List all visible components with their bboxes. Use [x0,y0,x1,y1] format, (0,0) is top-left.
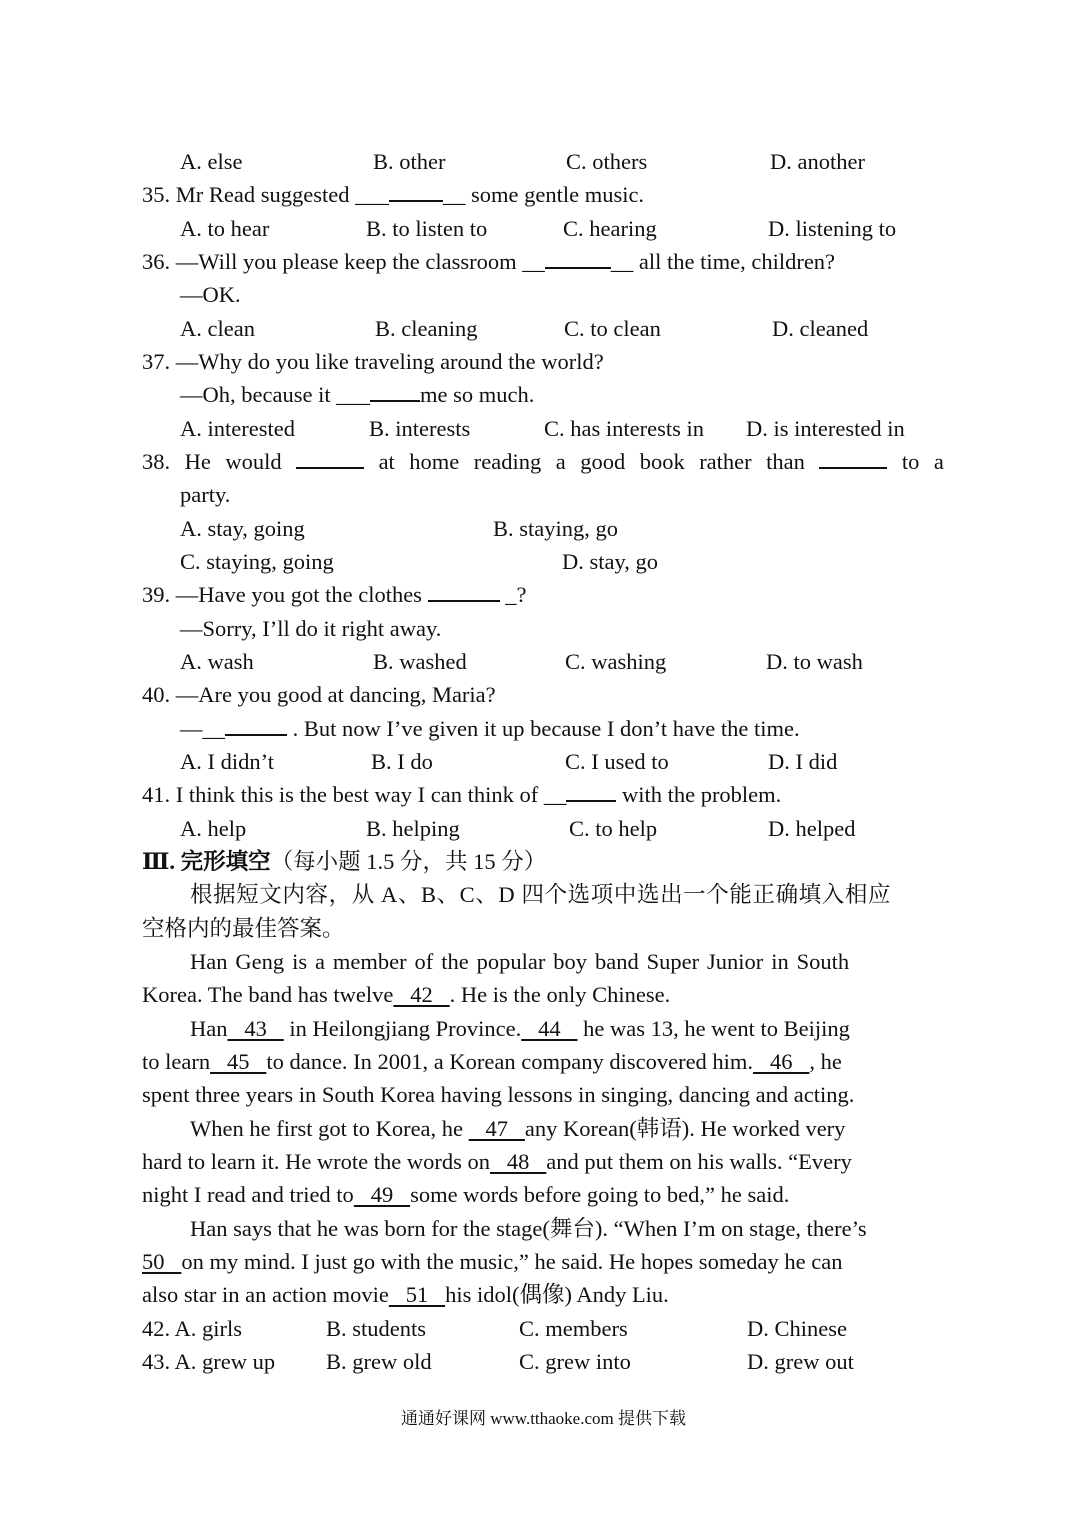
word: 38. [142,449,171,474]
option-b: B. other [373,149,446,174]
blank-46: 46 [753,1049,810,1074]
passage-text: , he [809,1049,842,1074]
passage-text: also star in an action movie [142,1282,389,1307]
option-c: C. others [566,149,648,174]
passage-text: hard to learn it. He wrote the words on [142,1149,491,1174]
option-b: B. students [326,1316,427,1341]
option-d: D. Chinese [747,1316,847,1341]
answer-blank [296,445,364,469]
option-c: C. has interests in [544,416,704,441]
passage-text: Han Geng is a member of the popular boy band Super Junior in South [190,949,850,974]
passage-line [0,1178,1087,1211]
q38-options-row1 [0,512,1087,545]
stem-text: party. [180,482,231,507]
stem-text: _? [499,582,527,607]
reply-text: —__ [180,716,225,741]
passage-line [0,945,1087,978]
option-a: A. to hear [180,216,270,241]
passage-line [0,1045,1087,1078]
q38-options-row2 [0,545,1087,578]
stem-text: __ all the time, children? [610,249,836,274]
option-a: A. I didn’t [180,749,274,774]
stem-text: 40. —Are you good at dancing, Maria? [142,682,496,707]
passage-text: some words before going to bed,” he said. [410,1182,790,1207]
option-d: D. stay, go [562,549,659,574]
passage-text: in Heilongjiang Province. [283,1016,522,1041]
option-c: C. staying, going [180,549,334,574]
passage-line [0,1145,1087,1178]
option-c: C. to help [569,816,658,841]
question-39-reply [0,612,1087,645]
passage-text: night I read and tried to [142,1182,354,1207]
answer-blank [225,712,287,736]
passage-line [0,1245,1087,1278]
section-title: Ⅲ. 完形填空 [142,849,271,874]
word: home [409,449,460,474]
q42-options [0,1312,1087,1345]
question-39-stem [0,578,1087,611]
stem-text: 39. —Have you got the clothes [142,582,428,607]
q34-options [0,145,1087,178]
option-b: B. to listen to [366,216,488,241]
option-d: D. is interested in [746,416,905,441]
blank-45: 45 [210,1049,267,1074]
passage-text: any Korean(韩语). He worked very [524,1116,846,1141]
word: to [901,449,920,474]
option-c: C. hearing [563,216,657,241]
passage-line [0,1212,1087,1245]
word: a [555,449,566,474]
question-40-stem [0,678,1087,711]
question-37-stem [0,345,1087,378]
section-points: （每小题 1.5 分，共 15 分） [270,849,547,874]
stem-text: 37. —Why do you like traveling around the world? [142,349,604,374]
option-d: D. to wash [766,649,863,674]
option-b: B. grew old [326,1349,432,1374]
reply-text: me so much. [419,382,535,407]
option-d: D. helped [768,816,856,841]
reply-text: . But now I’ve given it up because I don’t have the time. [287,716,800,741]
word: book [639,449,685,474]
passage-text: he was 13, he went to Beijing [577,1016,850,1041]
q41-options [0,812,1087,845]
word: good [580,449,626,474]
passage-line [0,1278,1087,1311]
stem-text: __ some gentle music. [442,182,645,207]
option-d: D. cleaned [772,316,869,341]
blank-43: 43 [227,1016,284,1041]
answer-blank [819,445,887,469]
option-b: B. staying, go [493,516,619,541]
option-b: B. I do [371,749,433,774]
instruction-text: 根据短文内容，从 A、B、C、D 四个选项中选出一个能正确填入相应 [190,882,892,907]
passage-text: Han says that he was born for the stage(舞台). “When I’m on stage, there’s [190,1216,867,1241]
page-footer: 通通好课网 www.tthaoke.com 提供下载 [400,1409,687,1428]
option-c: C. grew into [519,1349,631,1374]
passage-text: to dance. In 2001, a Korean company discovered him. [266,1049,754,1074]
stem-text: 35. Mr Read suggested ___ [142,182,389,207]
question-38-stem [142,445,944,478]
option-b: B. cleaning [375,316,478,341]
q36-options [0,312,1087,345]
passage-text: Han [190,1016,228,1041]
option-d: D. listening to [768,216,897,241]
passage-text: and put them on his walls. “Every [546,1149,852,1174]
passage-line [0,978,1087,1011]
question-36-stem [0,245,1087,278]
question-37-reply [0,378,1087,411]
passage-line [0,1112,1087,1145]
section-3-instructions [0,878,1087,911]
passage-text: spent three years in South Korea having lessons in singing, dancing and acting. [142,1082,855,1107]
word: at [378,449,395,474]
option-a: A. else [180,149,243,174]
blank-44: 44 [521,1016,578,1041]
word: He [184,449,211,474]
option-d: D. I did [768,749,838,774]
passage-text: When he first got to Korea, he [190,1116,469,1141]
option-c: C. I used to [565,749,669,774]
option-c: C. washing [565,649,667,674]
blank-48: 48 [490,1149,547,1174]
option-d: D. another [770,149,865,174]
option-b: B. interests [369,416,471,441]
option-a: A. wash [180,649,254,674]
option-a: 43. A. grew up [142,1349,276,1374]
option-b: B. washed [373,649,467,674]
section-3-instructions-2 [0,912,1087,945]
answer-blank [545,245,611,269]
blank-51: 51 [388,1282,446,1307]
passage-text: Korea. The band has twelve [142,982,394,1007]
word: a [933,449,944,474]
q43-options [0,1345,1087,1378]
q39-options [0,645,1087,678]
q37-options [0,412,1087,445]
passage-text: on my mind. I just go with the music,” he said. He hopes someday he can [181,1249,843,1274]
blank-50: 50 [142,1249,182,1274]
reply-text: —OK. [180,282,241,307]
option-c: C. members [519,1316,628,1341]
stem-text: 36. —Will you please keep the classroom __ [142,249,545,274]
passage-text: . He is the only Chinese. [449,982,671,1007]
passage-line [0,1078,1087,1111]
option-c: C. to clean [564,316,661,341]
word: than [766,449,805,474]
question-41-stem [0,778,1087,811]
question-38-wrap [0,478,1087,511]
passage-line [0,1012,1087,1045]
stem-text: with the problem. [616,782,782,807]
option-a: A. stay, going [180,516,305,541]
passage-text: to learn [142,1049,211,1074]
answer-blank [370,378,420,402]
stem-text: 41. I think this is the best way I can think of __ [142,782,567,807]
word: would [225,449,282,474]
blank-42: 42 [393,982,450,1007]
question-36-reply [0,278,1087,311]
question-35-stem [0,178,1087,211]
blank-47: 47 [468,1116,525,1141]
blank-49: 49 [353,1182,411,1207]
answer-blank [428,578,500,602]
question-40-reply [0,712,1087,745]
q35-options [0,212,1087,245]
answer-blank [389,178,443,202]
reply-text: —Sorry, I’ll do it right away. [180,616,442,641]
instruction-text: 空格内的最佳答案。 [142,916,345,941]
option-d: D. grew out [747,1349,854,1374]
option-a: 42. A. girls [142,1316,243,1341]
word: reading [473,449,542,474]
reply-text: —Oh, because it ___ [180,382,370,407]
option-a: A. clean [180,316,255,341]
option-b: B. helping [366,816,460,841]
option-a: A. help [180,816,247,841]
passage-text: his idol(偶像) Andy Liu. [445,1282,669,1307]
option-a: A. interested [180,416,295,441]
section-3-heading [0,845,1087,878]
q40-options [0,745,1087,778]
answer-blank [566,778,616,802]
word: rather [699,449,752,474]
